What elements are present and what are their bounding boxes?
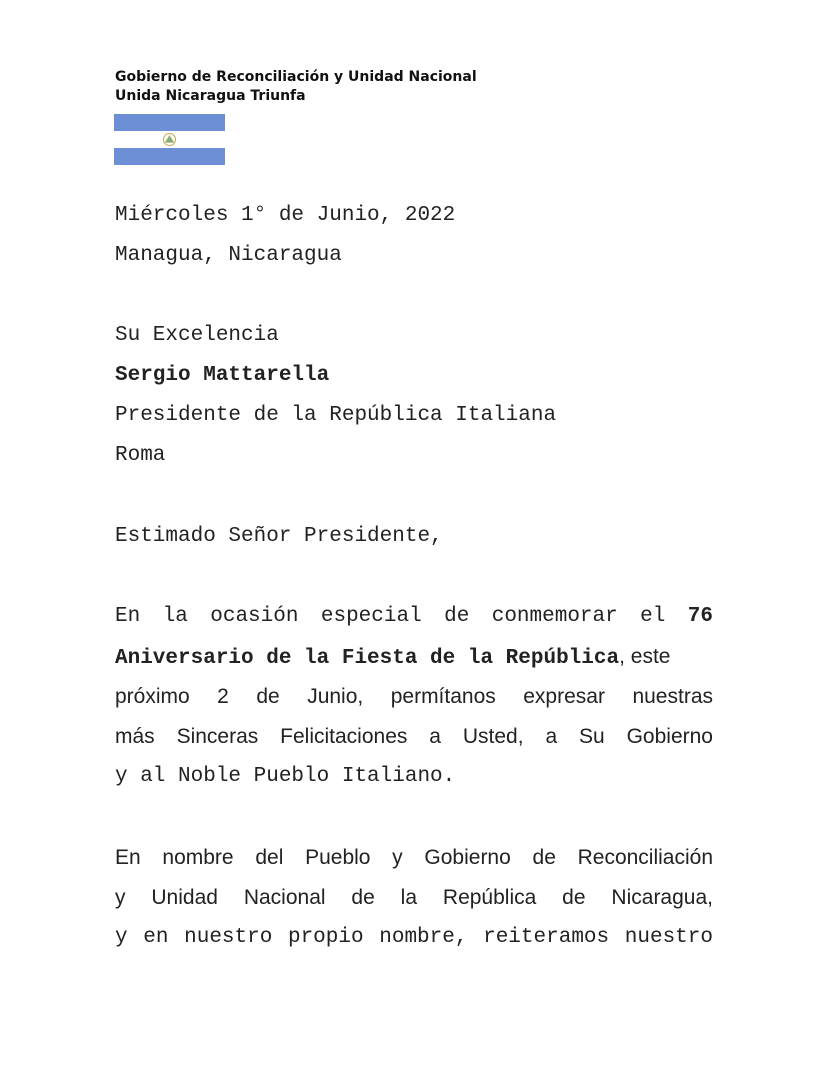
paragraph-1-line-4: más Sinceras Felicitaciones a Usted, a Su Gobierno <box>115 725 713 748</box>
paragraph-2-line-2: y Unidad Nacional de la República de Nicaragua, <box>115 886 713 909</box>
paragraph-2 <box>115 838 713 958</box>
letterhead-line-2: Unida Nicaragua Triunfa <box>115 88 306 104</box>
nicaragua-flag-icon <box>114 114 225 165</box>
paragraph-1-line-2 <box>115 637 713 677</box>
paragraph-2-line-1: En nombre del Pueblo y Gobierno de Reconciliación <box>115 846 713 869</box>
anniversary-title: Aniversario de la Fiesta de la República <box>115 647 620 670</box>
letterhead <box>115 68 477 106</box>
letter-date: Miércoles 1° de Junio, 2022 <box>115 204 456 227</box>
date-block <box>115 196 713 276</box>
paragraph-1-line-5: y al Noble Pueblo Italiano. <box>115 765 456 788</box>
paragraph-1-line-1 <box>115 597 713 637</box>
addressee-name: Sergio Mattarella <box>115 364 330 387</box>
paragraph-1 <box>115 597 713 797</box>
paragraph-1-line-3: próximo 2 de Junio, permítanos expresar nuestras <box>115 685 713 708</box>
addressee-title: Su Excelencia <box>115 324 279 347</box>
paragraph-2-line-3: y en nuestro propio nombre, reiteramos nuestro <box>115 926 713 949</box>
p1-l2-tail: , este <box>619 645 671 668</box>
addressee-block <box>115 316 713 476</box>
anniversary-number: 76 <box>687 605 713 628</box>
letterhead-line-1: Gobierno de Reconciliación y Unidad Nacional <box>115 69 477 85</box>
letter-place: Managua, Nicaragua <box>115 244 342 267</box>
letter-greeting: Estimado Señor Presidente, <box>115 525 443 548</box>
addressee-city: Roma <box>115 444 166 467</box>
addressee-position: Presidente de la República Italiana <box>115 404 557 427</box>
greeting-block <box>115 517 713 557</box>
p1-l1-text: En la ocasión especial de conmemorar el <box>115 605 666 628</box>
